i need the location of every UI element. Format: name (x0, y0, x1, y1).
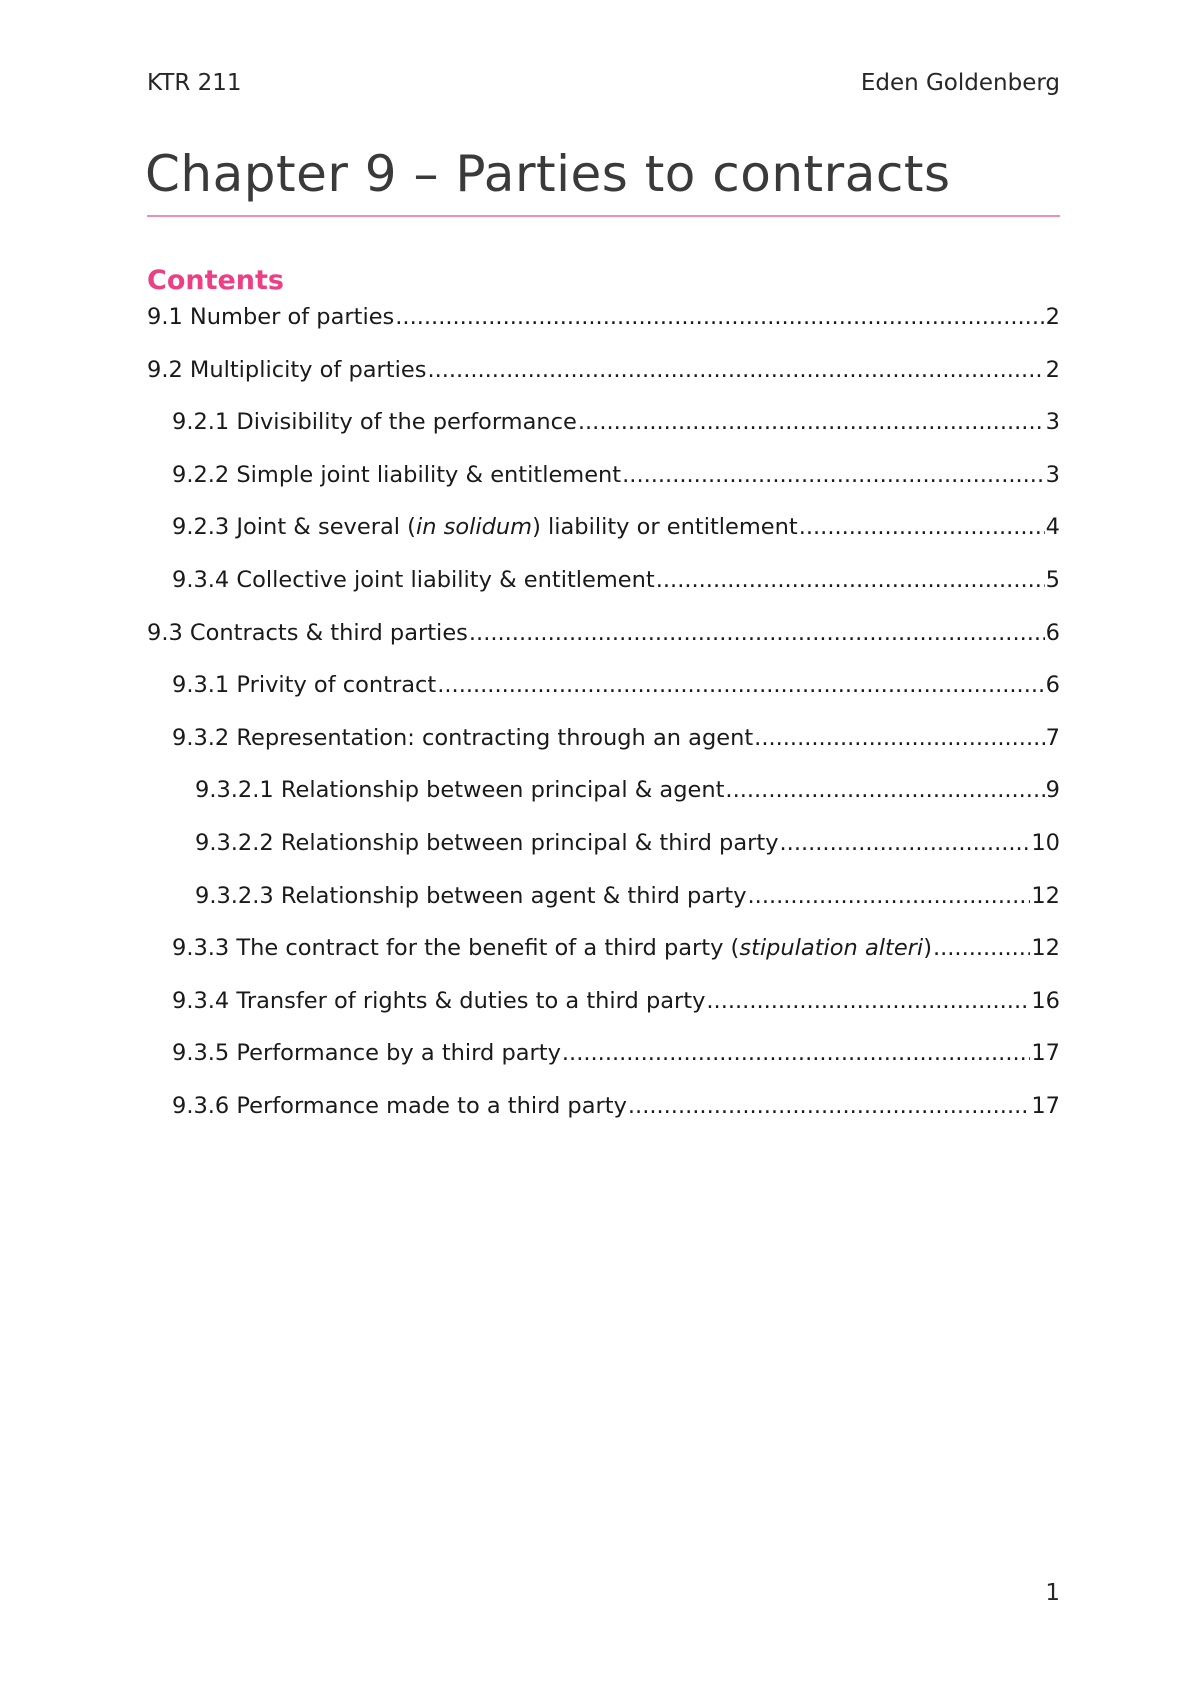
toc-entry[interactable] (147, 354, 1060, 407)
toc-entry[interactable] (147, 1090, 1060, 1143)
toc-entry-label: 9.2.1 Divisibility of the performance (172, 409, 577, 436)
toc-entry-label: 9.2 Multiplicity of parties (147, 356, 427, 383)
toc-entry-label: 9.1 Number of parties (147, 304, 395, 330)
toc-entry-page: 4 (1045, 514, 1060, 541)
author-name: Eden Goldenberg (860, 70, 1060, 96)
course-code: KTR 211 (147, 70, 242, 96)
toc-dot-leader (933, 932, 1030, 964)
toc-dot-leader (706, 985, 1030, 1017)
toc-dot-leader (799, 511, 1045, 543)
toc-entry[interactable] (147, 459, 1060, 512)
toc-entry[interactable] (147, 617, 1060, 670)
toc-entry-label-part: 9.3.3 The contract for the benefit of a third party ( (172, 935, 740, 962)
toc-entry[interactable] (147, 722, 1060, 775)
toc-entry-label: 9.3.6 Performance made to a third party (172, 1092, 627, 1119)
toc-entry-label: 9.3.2.1 Relationship between principal & agent (195, 777, 725, 804)
toc-entry-label: 9.3.2.2 Relationship between principal & third party (195, 829, 779, 856)
page-title: Chapter 9 – Parties to contracts (145, 145, 951, 203)
toc-dot-leader (562, 1037, 1030, 1069)
title-divider (147, 215, 1060, 217)
contents-heading: Contents (147, 265, 285, 296)
toc-dot-leader (748, 880, 1031, 912)
toc-dot-leader (469, 617, 1045, 649)
toc-dot-leader (780, 827, 1031, 859)
toc-entry[interactable] (147, 932, 1060, 985)
toc-dot-leader (578, 406, 1045, 438)
toc-entry-label: 9.3 Contracts & third parties (147, 619, 468, 646)
toc-dot-leader (628, 1090, 1030, 1122)
toc-entry-label: 9.2.2 Simple joint liability & entitlement (172, 461, 622, 488)
toc-entry-label-part: 9.2.3 Joint & several ( (172, 514, 416, 541)
toc-entry-label: 9.3.1 Privity of contract (172, 672, 437, 699)
page-number: 1 (1045, 1580, 1060, 1606)
toc-entry-label (172, 511, 798, 543)
toc-entry-label-italic: in solidum (415, 514, 533, 541)
toc-entry[interactable] (147, 1037, 1060, 1090)
toc-dot-leader (395, 301, 1044, 333)
toc-entry[interactable] (147, 669, 1060, 722)
toc-entry-page: 3 (1045, 409, 1060, 436)
toc-entry-label: 9.3.2.3 Relationship between agent & third party (195, 882, 747, 909)
toc-entry[interactable] (147, 301, 1060, 354)
toc-entry-page: 17 (1031, 1092, 1060, 1119)
toc-entry-label-part: ) liability or entitlement (532, 514, 798, 541)
toc-dot-leader (622, 459, 1045, 491)
toc-dot-leader (437, 669, 1044, 701)
toc-entry-page: 3 (1045, 461, 1060, 488)
toc-entry-label: 9.3.4 Transfer of rights & duties to a third party (172, 987, 706, 1014)
toc-entry-page: 2 (1045, 356, 1060, 383)
toc-entry-page: 6 (1045, 619, 1060, 646)
toc-entry-page: 12 (1031, 935, 1060, 962)
toc-entry[interactable] (147, 406, 1060, 459)
toc-entry-page: 17 (1031, 1040, 1060, 1067)
page-header (147, 70, 1060, 102)
toc-entry-page: 10 (1031, 829, 1060, 856)
toc-dot-leader (754, 722, 1045, 754)
toc-entry-label-part: ) (923, 935, 932, 962)
toc-entry-label (172, 932, 932, 964)
toc-entry-label: 9.3.4 Collective joint liability & entitlement (172, 566, 655, 593)
toc-entry-page: 2 (1045, 304, 1060, 330)
toc-dot-leader (427, 354, 1044, 386)
table-of-contents (147, 301, 1060, 1143)
toc-entry-page: 16 (1031, 987, 1060, 1014)
toc-entry-page: 9 (1045, 777, 1060, 804)
toc-entry[interactable] (147, 880, 1060, 933)
toc-entry[interactable] (147, 511, 1060, 564)
toc-entry-label-italic: stipulation alteri (739, 935, 924, 962)
toc-entry[interactable] (147, 827, 1060, 880)
toc-entry-page: 5 (1045, 566, 1060, 593)
toc-entry-page: 12 (1031, 882, 1060, 909)
toc-entry-label: 9.3.5 Performance by a third party (172, 1040, 561, 1067)
toc-dot-leader (656, 564, 1045, 596)
toc-entry-page: 7 (1045, 724, 1060, 751)
toc-entry-label: 9.3.2 Representation: contracting through an agent (172, 724, 754, 751)
toc-entry[interactable] (147, 774, 1060, 827)
toc-entry-page: 6 (1045, 672, 1060, 699)
toc-entry[interactable] (147, 985, 1060, 1038)
toc-dot-leader (725, 774, 1044, 806)
toc-entry[interactable] (147, 564, 1060, 617)
